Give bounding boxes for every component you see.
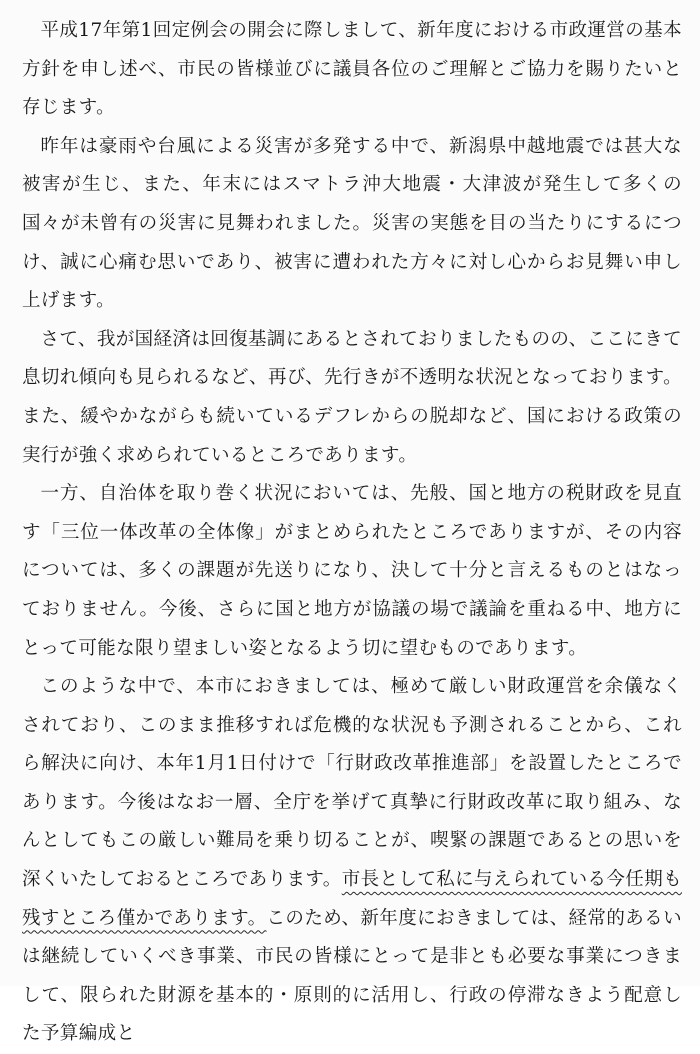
paragraph-3: さて、我が国経済は回復基調にあるとされておりましたものの、ここにきて息切れ傾向も見られるなど、再び、先行きが不透明な状況となっております。また、緩やかながらも続いているデフレからの脱却など、国における政策の実行が強く求められているところであります。 — [22, 328, 682, 466]
underlined-passage: 市長として私に与えられている今任期も残すところ僅かであります。 — [22, 869, 682, 929]
paragraph-5-text-before: このような中で、本市におきましては、極めて厳しい財政運営を余儀なくされており、このまま推移すれば危機的な状況も予測されることから、これら解決に向け、本年1月1日付けで「行財政改革推進部」を設置したところであります。今後はなお一層、全庁を挙げて真摯に行財政改革に取り組み、なんとしてもこの厳しい難局を乗り切ることが、喫緊の課題であるとの思いを深くいたしておるところであります。 — [22, 676, 682, 891]
paragraph-5-text-after: このため、新年度におきましては、経常的あるいは継続していくべき事業、市民の皆様にとって是非とも必要な事業につきまして、限られた財源を基本的・原則的に活用し、行政の停滞なきよう配意した予算編成と — [22, 907, 682, 1045]
paragraph-5 — [22, 668, 682, 1054]
paragraph-2: 昨年は豪雨や台風による災害が多発する中で、新潟県中越地震では甚大な被害が生じ、また、年末にはスマトラ沖大地震・大津波が発生して多くの国々が未曾有の災害に見舞われました。災害の実態を目の当たりにするにつけ、誠に心痛む思いであり、被害に遭われた方々に対し心からお見舞い申し上げます。 — [22, 135, 682, 312]
paragraph-1: 平成17年第1回定例会の開会に際しまして、新年度における市政運営の基本方針を申し述べ、市民の皆様並びに議員各位のご理解とご協力を賜りたいと存じます。 — [22, 20, 682, 119]
document-body — [22, 12, 682, 1054]
paragraph-4: 一方、自治体を取り巻く状況においては、先般、国と地方の税財政を見直す「三位一体改革の全体像」がまとめられたところでありますが、その内容については、多くの課題が先送りになり、決して十分と言えるものとはなっておりません。今後、さらに国と地方が協議の場で議論を重ねる中、地方にとって可能な限り望ましい姿となるよう切に望むものであります。 — [22, 483, 682, 659]
